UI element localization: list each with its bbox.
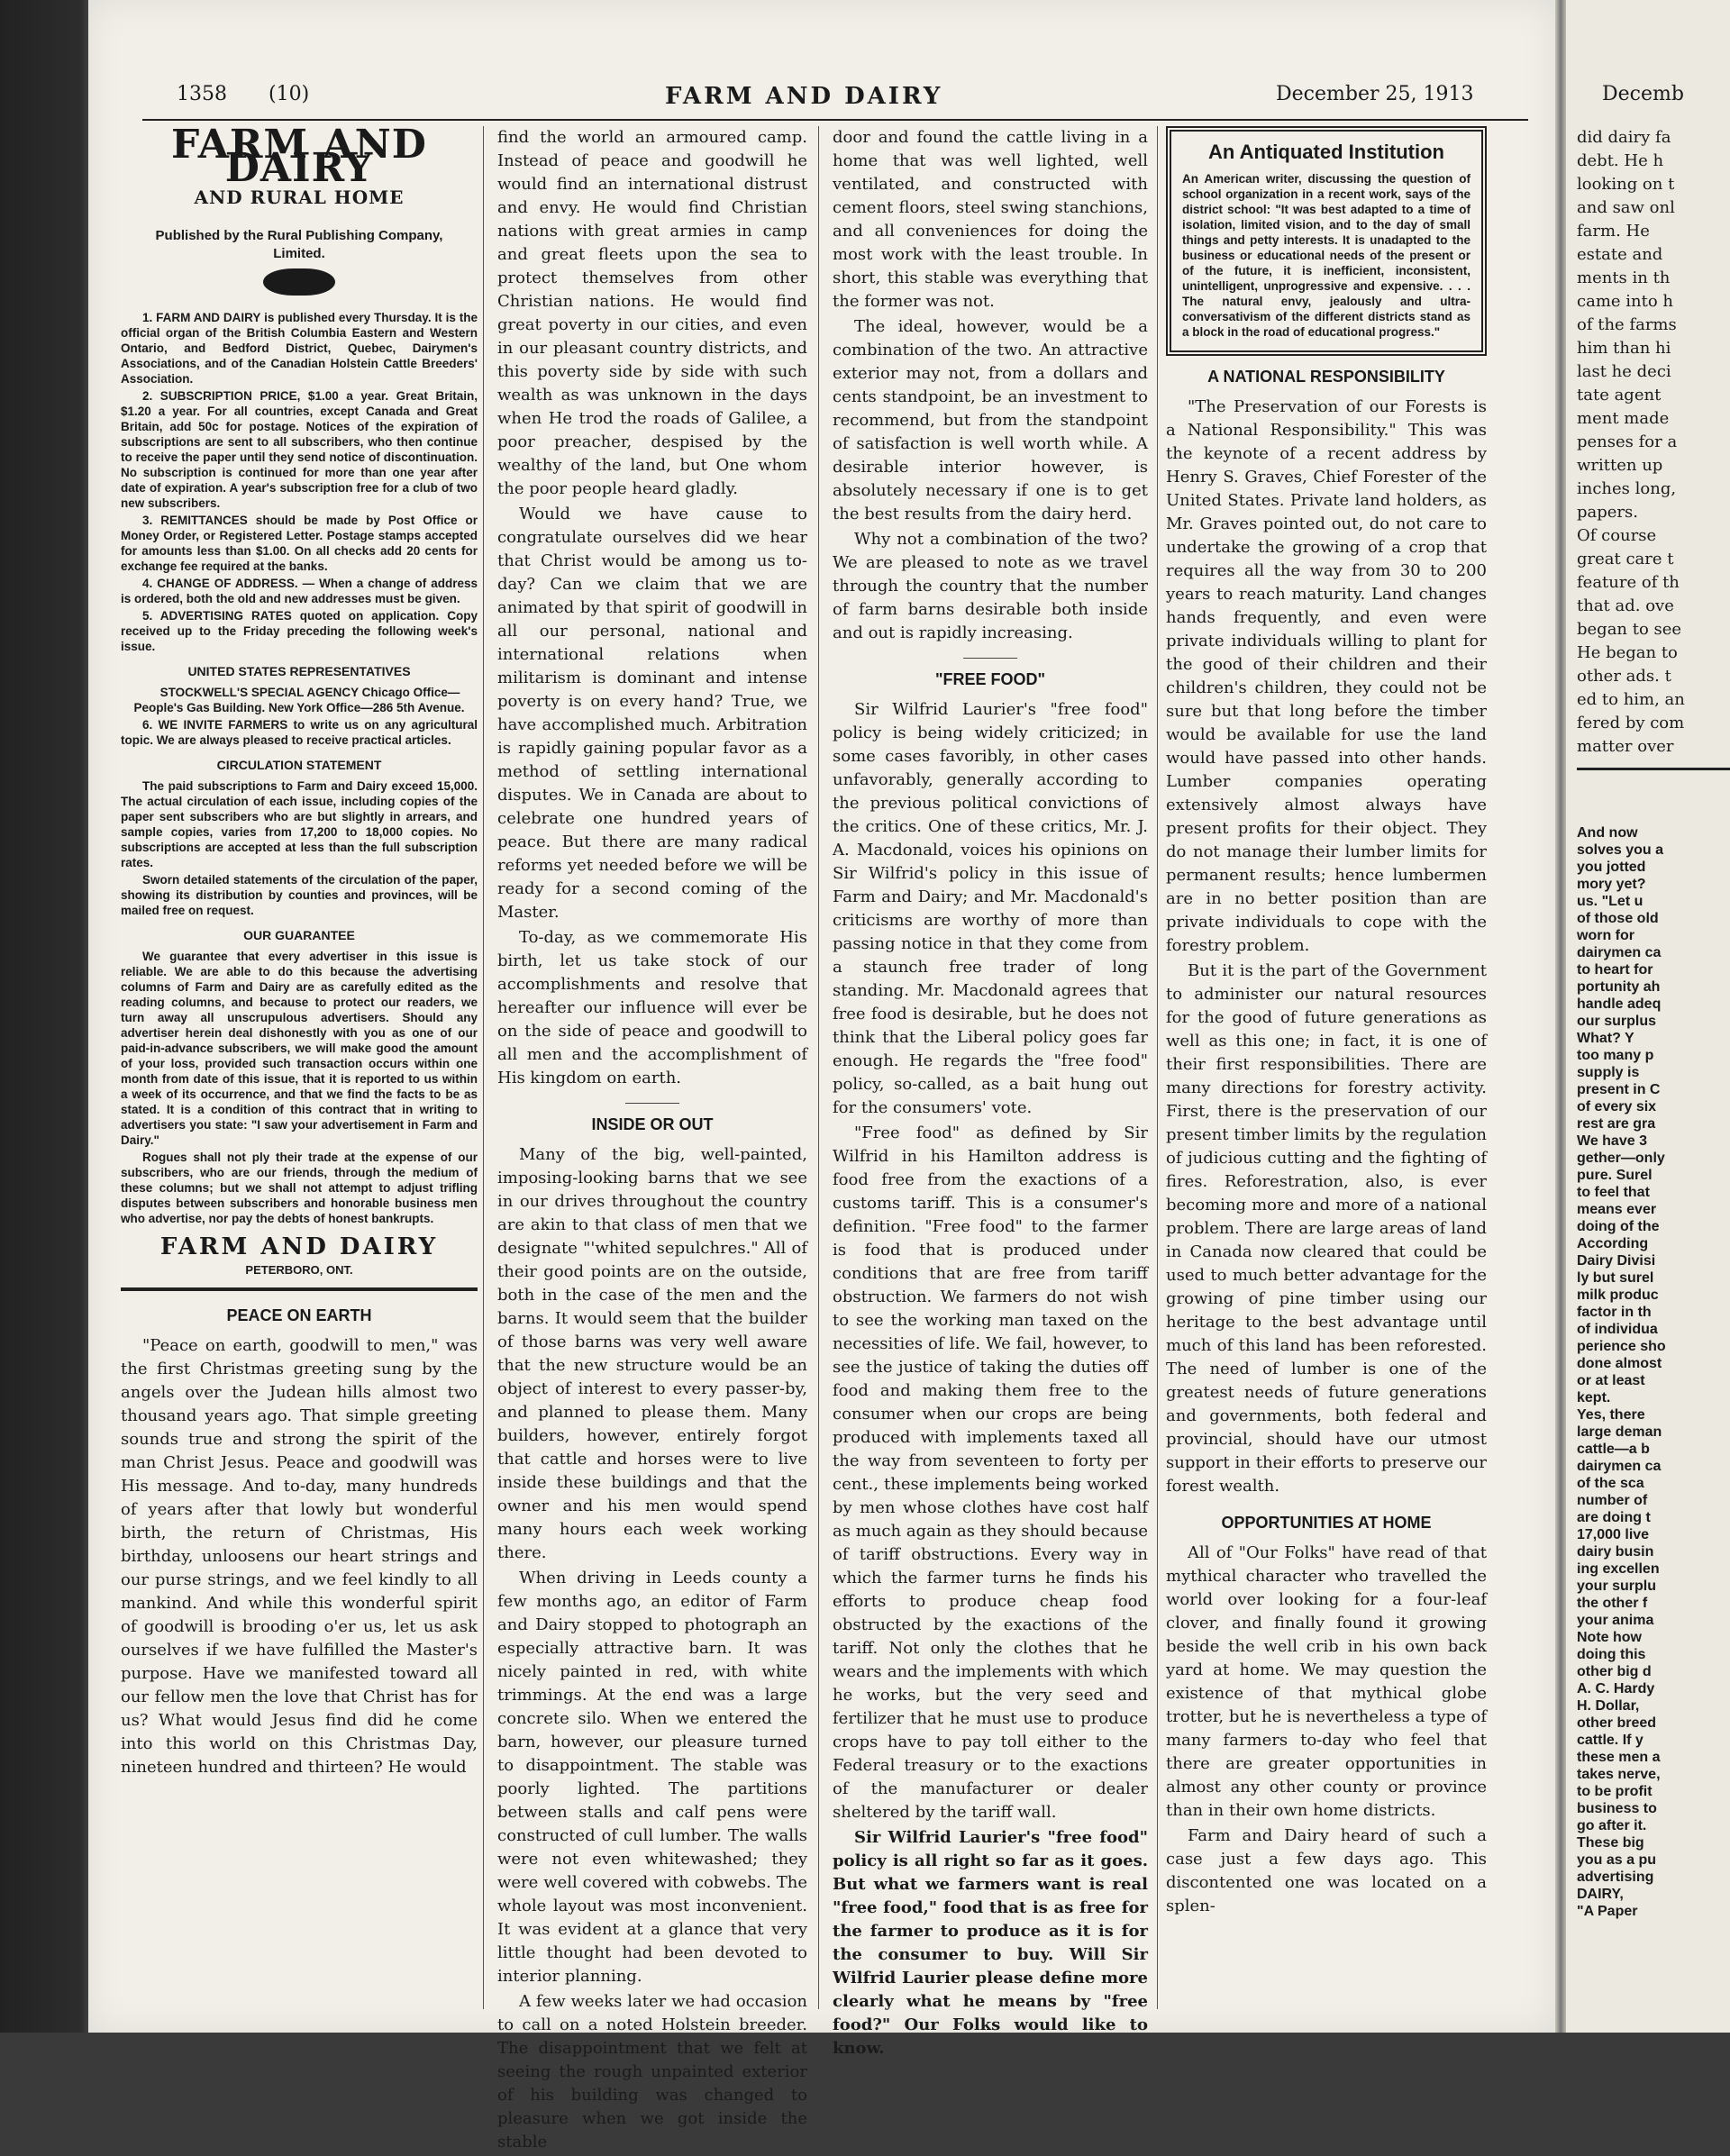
next-page-fragment (1566, 0, 1730, 2033)
column-rule (818, 126, 819, 2009)
next-page-ad-line: or at least (1577, 1373, 1645, 1388)
next-page-text (1577, 126, 1730, 1920)
next-page-ad-line: your anima (1577, 1613, 1654, 1628)
paragraph: "Peace on earth, goodwill to men," was the first Christmas greeting sung by the angels over the Judean hills almost two thousand years ago. That simple greeting sounds true and strong the spirit of the man Christ Jesus. Peace and goodwill was His message. And to-day, many hundreds of years after that lowly but wonderful birth, the return of Christmas, His birthday, unloosens our heart strings and our purse strings, and we feel kindly to all mankind. And while this wonderful spirit of goodwill is brooding o'er us, let us ask ourselves if we have fulfilled the Master's purpose. Have we manifested toward all our fellow men the love that Christ has for us? What would Jesus find did he come into this world on this Christmas Day, nineteen hundred and thirteen? He would (121, 1336, 478, 1777)
publisher-line: Published by the Rural Publishing Company, Limited. (155, 228, 443, 261)
next-page-ad-line: of the sca (1577, 1476, 1644, 1491)
antiquated-box (1166, 126, 1487, 356)
next-page-ad-line: H. Dollar, (1577, 1698, 1640, 1714)
section-rule (121, 1287, 478, 1291)
next-page-line: and saw onl (1577, 198, 1675, 217)
next-page-line: He began to (1577, 643, 1678, 662)
column-2 (497, 126, 807, 2156)
next-page-ad-line: us. "Let u (1577, 894, 1644, 909)
next-page-ad-line: go after it. (1577, 1818, 1647, 1833)
next-page-ad-line: worn for (1577, 928, 1634, 943)
paragraph: But it is the part of the Government to administer our natural resources for the good of future generations as well as this one; in fact, it is one of their first responsibilities. There are many directions for forestry activity. First, there is the preservation of our present timber limits by the regulation of judicious cutting and the fighting of fires. Reforestration, also, is ever becoming more and more of a national problem. There are large areas of land in Canada now cleared that could be used to much better advantage for the growing of pine timber using our heritage to the best advantage until much of this land has been reforested. The need of lumber is one of the greatest needs of future generations and governments, both federal and provincial, should have our utmost support in their efforts to preserve our forest wealth. (1166, 961, 1487, 1496)
guarantee-text: Rogues shall not ply their trade at the expense of our subscribers, who are our friends, through the medium of these columns; but we shall not attempt to adjust trifling disputes between subscribers and honorable business men who advertise, nor pay the debts of honest bankrupts. (121, 1151, 478, 1225)
next-page-ad-line: done almost (1577, 1356, 1662, 1371)
column-3 (833, 126, 1148, 2062)
divider (963, 658, 1017, 659)
masthead-subtitle: AND RURAL HOME (194, 186, 405, 208)
next-page-line: debt. He h (1577, 151, 1664, 170)
next-page-line: farm. He (1577, 222, 1650, 241)
heading-opportunities: OPPORTUNITIES AT HOME (1221, 1514, 1432, 1532)
next-page-ad-line: business to (1577, 1801, 1657, 1816)
next-page-ad-line: doing this (1577, 1647, 1646, 1662)
masthead-footer-place: PETERBORO, ONT. (245, 1263, 353, 1277)
next-page-ad-line: to be profit (1577, 1784, 1653, 1799)
next-page-ad-line: of individua (1577, 1322, 1658, 1337)
next-page-ad-line: our surplus (1577, 1014, 1657, 1029)
us-reps-text: STOCKWELL'S SPECIAL AGENCY Chicago Office—People's Gas Building. New York Office—286 5th Avenue. (133, 686, 465, 714)
running-title: FARM AND DAIRY (665, 83, 943, 110)
notice-item: 1. FARM AND DAIRY is published every Thursday. It is the official organ of the British Columbia Eastern and Western Ontario, and Bedford District, Quebec, Dairymen's Associations, and of the Canadian Holstein Cattle Breeders' Association. (121, 311, 478, 386)
header-rule (142, 119, 1528, 121)
next-page-ad-line: of every six (1577, 1099, 1657, 1114)
next-page-ad-line: solves you a (1577, 842, 1664, 858)
next-page-line: last he deci (1577, 362, 1671, 381)
next-page-ad-line: pure. Surel (1577, 1168, 1653, 1183)
next-page-ad-line: Dairy Divisi (1577, 1253, 1656, 1269)
paragraph: Many of the big, well-painted, imposing-looking barns that we see in our drives throughout the country are akin to that class of men that we designate "'whited sepulchres." All of their good points are on the outside, both in the case of the men and the barns. It would seem that the builder of those barns was very well aware that the new structure would be an object of interest to every passer-by, and planned to please them. Many builders, however, entirely forgot that cattle and horses were to live inside these buildings and that the owner and his men would spend many hours each week working there. (497, 1145, 807, 1562)
next-page-ad-line: dairymen ca (1577, 945, 1662, 960)
circulation-text: Sworn detailed statements of the circulation of the paper, showing its distribution by counties and provinces, will be mailed free on request. (121, 873, 478, 917)
next-page-ad-text (1577, 824, 1730, 1920)
paragraph: The ideal, however, would be a combination of the two. An attractive exterior may not, from a dollars and cents standpoint, be an investment to recommend, but from the standpoint of satisfaction is well worth while. A desirable interior however, is absolutely necessary if one is to get the best results from the dairy herd. (833, 317, 1148, 523)
next-page-line: fered by com (1577, 714, 1685, 732)
masthead-footer-title: FARM AND DAIRY (159, 1233, 439, 1260)
paragraph: "Free food" as defined by Sir Wilfrid in his Hamilton address is food free from the exactions of a customs tariff. This is a consumer's definition. "Free food" to the farmer is food that is produced under conditions that are free from tariff obstruction. We farmers do not wish to see the working man taxed on the necessities of life. We fail, however, to see the justice of taking the duties off food and making them free to the consumer when our crops are being produced with implements taxed all the way from seventeen to forty per cent., these implements being worked by men whose clothes have cost half as much again as they should because of tariff obstructions. Every way in which the farmer turns he finds his efforts to produce cheap food obstructed by the exactions of the tariff. Not only the clothes that he wears and the implements with which he works, but the very seed and fertilizer that he must use to produce crops have to pay toll either to the Federal treasury or to the exactions of the manufacturer or dealer sheltered by the tariff wall. (833, 1123, 1148, 1822)
paragraph: When driving in Leeds county a few months ago, an editor of Farm and Dairy stopped to photograph an especially attractive barn. It was nicely painted in red, with white trimmings. At the end was a large concrete silo. When we entered the barn, however, our pleasure turned to disappointment. The stable was poorly lighted. The partitions between stalls and calf pens were constructed of cull lumber. The walls were not even whitewashed; they were well covered with cobwebs. The whole layout was most inconvenient. It was evident at a glance that very little thought had been devoted to interior planning. (497, 1569, 807, 1986)
next-page-header: Decemb (1602, 83, 1684, 105)
next-page-line: came into h (1577, 292, 1673, 311)
next-page-ad-line: ly but surel (1577, 1270, 1654, 1286)
circulation-text: The paid subscriptions to Farm and Dairy exceed 15,000. The actual circulation of each issue, including copies of the paper sent subscribers who are but slightly in arrears, and sample copies, varies from 17,200 to 18,000 copies. No subscriptions are accepted at less than the full subscription rates. (121, 779, 478, 869)
next-page-ad-line: these men a (1577, 1750, 1661, 1765)
next-page-ad-line: milk produc (1577, 1287, 1659, 1303)
paragraph: Would we have cause to congratulate ourselves did we hear that Christ would be among us to-day? Can we claim that we are animated by that spirit of goodwill in all our personal, national and international relations when militarism is dominant and intense poverty is on every hand? True, we have accomplished much. Arbitration is rapidly gaining popular favor as a method of settling international disputes. We in Canada are about to celebrate one hundred years of peace. But there are many radical reforms yet needed before we will be ready for a second coming of the Master. (497, 505, 807, 922)
newspaper-page (88, 0, 1555, 2151)
next-page-ad-line: cattle. If y (1577, 1733, 1644, 1748)
next-page-line: ed to him, an (1577, 690, 1685, 709)
next-page-ad-line: takes nerve, (1577, 1767, 1661, 1782)
heading-national-responsibility: A NATIONAL RESPONSIBILITY (1207, 368, 1445, 386)
paragraph: All of "Our Folks" have read of that mythical character who travelled the world over looking for a four-leaf clover, and finally found it growing beside the well crib in his own back yard at home. We may question the existence of that mythical globe trotter, but he is nevertheless a type of many farmers to-day who feel that there are greater opportunities in almost any other county or province than in their own home districts. (1166, 1543, 1487, 1820)
notice-item: 3. REMITTANCES should be made by Post Office or Money Order, or Registered Letter. Postage stamps accepted for amounts less than $1.00. On all checks add 20 cents for exchange fee required at the banks. (121, 514, 478, 573)
next-page-line: ments in th (1577, 268, 1671, 287)
next-page-line: estate and (1577, 245, 1663, 264)
next-page-ad-line: to heart for (1577, 962, 1653, 978)
next-page-ad-line: your surplu (1577, 1578, 1657, 1594)
book-gutter (1555, 0, 1566, 2033)
next-page-ad-line: We have 3 (1577, 1133, 1647, 1149)
next-page-ad-line: rest are gra (1577, 1116, 1656, 1132)
next-page-rule (1577, 768, 1730, 770)
box-body: An American writer, discussing the question of school organization in a recent work, says of the district school: "It was best adapted to a time of isolation, limited vision, and to the day of small things and petty interests. It is unadapted to the business or educational needs of the present or of the future, it is inefficient, inconsistent, unintelligent, unprogressive and expensive. . . . The natural envy, jealously and ultra-conversativism of the different districts stand as a block in the road of educational progress." (1182, 172, 1470, 339)
next-page-ad-line: large deman (1577, 1424, 1662, 1440)
next-page-ad-line: Note how (1577, 1630, 1642, 1645)
heading-free-food: "FREE FOOD" (934, 670, 1046, 688)
next-page-ad-line: perience sho (1577, 1339, 1666, 1354)
next-page-ad-line: gether—only (1577, 1151, 1665, 1166)
next-page-ad-line: And now (1577, 825, 1638, 841)
next-page-ad-line: of those old (1577, 911, 1659, 926)
next-page-ad-line: advertising (1577, 1869, 1654, 1885)
next-page-line: began to see (1577, 620, 1682, 639)
next-page-ad-line: too many p (1577, 1048, 1654, 1063)
column-rule (483, 126, 484, 2009)
next-page-ad-line: mory yet? (1577, 877, 1646, 892)
heading-inside-or-out: INSIDE OR OUT (591, 1115, 714, 1133)
next-page-line: of the farms (1577, 315, 1677, 334)
page-subnumber: (10) (269, 83, 310, 105)
paragraph: door and found the cattle living in a home that was well lighted, well ventilated, and constructed with cement floors, steel swing stanchions, and all conveniences for doing the most work with the least trouble. In short, this stable was everything that the former was not. (833, 128, 1148, 311)
next-page-ad-line: dairy busin (1577, 1544, 1654, 1560)
next-page-line: looking on t (1577, 175, 1675, 194)
issue-date: December 25, 1913 (1276, 83, 1474, 105)
paragraph: Sir Wilfrid Laurier's "free food" policy is all right so far as it goes. But what we farmers want is real "free food," food that is as free for the farmer to produce as it is for the consumer to buy. Will Sir Wilfrid Laurier please define more clearly what he means by "free food?" Our Folks would like to know. (833, 1828, 1148, 2058)
notice-item: 5. ADVERTISING RATES quoted on application. Copy received up to the Friday preceding the following week's issue. (121, 609, 478, 653)
next-page-line: great care t (1577, 550, 1674, 569)
notice-item: 6. WE INVITE FARMERS to write us on any agricultural topic. We are always pleased to receive practical articles. (121, 718, 478, 747)
next-page-line: matter over (1577, 737, 1674, 756)
next-page-ad-line: A. C. Hardy (1577, 1681, 1655, 1697)
next-page-ad-line: These big (1577, 1835, 1644, 1851)
notice-item: 4. CHANGE OF ADDRESS. — When a change of address is ordered, both the old and new addresses must be given. (121, 577, 478, 605)
next-page-ad-line: you jotted (1577, 860, 1646, 875)
next-page-line: tate agent (1577, 386, 1662, 405)
next-page-ad-line: DAIRY, (1577, 1887, 1624, 1902)
next-page-line: other ads. t (1577, 667, 1671, 686)
next-page-ad-line: kept. (1577, 1390, 1611, 1405)
next-page-ad-line: other breed (1577, 1715, 1657, 1731)
paragraph: Farm and Dairy heard of such a case just a few days ago. This discontented one was located on a splen- (1166, 1826, 1487, 1915)
next-page-ad-line: doing of the (1577, 1219, 1660, 1234)
next-page-line: inches long, (1577, 479, 1677, 498)
next-page-line: that ad. ove (1577, 596, 1674, 615)
paragraph: find the world an armoured camp. Instead of peace and goodwill he would find an international distrust and envy. He would find Christian nations with great armies in camp and great fleets upon the sea to protect themselves from other Christian nations. He would find great poverty in our cities, and even in our pleasant country districts, and this poverty side by side with such wealth as was unknown in the days when He trod the roads of Galilee, a poor preacher, despised by the wealthy of the land, but One whom the poor people heard gladly. (497, 128, 807, 498)
next-page-ad-line: What? Y (1577, 1031, 1634, 1046)
next-page-line: feature of th (1577, 573, 1680, 592)
next-page-line: him than hi (1577, 339, 1671, 358)
box-heading: An Antiquated Institution (1208, 141, 1444, 163)
next-page-line: did dairy fa (1577, 128, 1671, 147)
next-page-ad-line: 17,000 live (1577, 1527, 1650, 1542)
paragraph: A few weeks later we had occasion to call on a noted Holstein breeder. The disappointment that we felt at seeing the rough unpainted exterior of his building was changed to pleasure when we got inside the stable (497, 1992, 807, 2151)
next-page-ad-line: number of (1577, 1493, 1648, 1508)
next-page-ad-line: cattle—a b (1577, 1442, 1650, 1457)
next-page-line: papers. (1577, 503, 1638, 522)
next-page-ad-line: the other f (1577, 1596, 1648, 1611)
next-page-ad-line: are doing t (1577, 1510, 1651, 1525)
column-4 (1166, 126, 1487, 1920)
guarantee-text: We guarantee that every advertiser in this issue is reliable. We are able to do this because the advertising columns of Farm and Dairy are as carefully edited as the reading columns, and because to protect our readers, we turn away all unscrupulous advertisers. Should any advertiser herein deal dishonestly with you as one of our paid-in-advance subscribers, we will make good the amount of your loss, provided such transaction occurs within one month from date of this issue, that it is reported to us within a week of its occurrence, and that we find the facts to be as stated. It is a condition of this contract that in writing to advertisers you state: "I saw your advertisement in Farm and Dairy." (121, 950, 478, 1147)
notice-item: 2. SUBSCRIPTION PRICE, $1.00 a year. Great Britain, $1.20 a year. For all countries, except Canada and Great Britain, add 50c for postage. Notices of the expiration of subscriptions are sent to all subscribers, who then continue to receive the paper until they send notice of discontinuation. No subscription is continued for more than one year after date of expiration. A year's subscription free for a club of two new subscribers. (121, 389, 478, 510)
next-page-ad-line: to feel that (1577, 1185, 1650, 1200)
page-header (88, 83, 1555, 110)
us-reps-heading: UNITED STATES REPRESENTATIVES (187, 664, 411, 678)
next-page-ad-line: ing excellen (1577, 1561, 1660, 1577)
next-page-line: penses for a (1577, 432, 1678, 451)
next-page-ad-line: According (1577, 1236, 1649, 1251)
column-1 (121, 122, 478, 1781)
paragraph: "The Preservation of our Forests is a National Responsibility." This was the keynote of a recent address by Henry S. Graves, Chief Forester of the United States. Private land holders, as Mr. Graves pointed out, do not care to undertake the growing of a crop that requires all the way from 30 to 200 years to reach maturity. Land changes hands frequently, and even were private individuals willing to plant for the good of their children and their children's children, they could not be sure but that long before the timber would be available for use the land would have passed into other hands. Lumber companies operating extensively almost always have present profits for their object. They do not manage their lumber limits for permanent results; hence lumbermen are in no better position than are private individuals to cope with the forestry problem. (1166, 397, 1487, 955)
next-page-ad-line: means ever (1577, 1202, 1657, 1217)
next-page-ad-line: factor in th (1577, 1305, 1652, 1320)
paragraph: To-day, as we commemorate His birth, let us take stock of our accomplishments and resolve that hereafter our influence will ever be on the side of peace and goodwill to all men and the accomplishment of His kingdom on earth. (497, 928, 807, 1087)
heading-peace-on-earth: PEACE ON EARTH (226, 1306, 372, 1324)
next-page-ad-line: portunity ah (1577, 979, 1661, 995)
paragraph: Why not a combination of the two? We are pleased to note as we travel through the country that the number of farm barns desirable both inside and out is rapidly increasing. (833, 530, 1148, 642)
circulation-heading: CIRCULATION STATEMENT (216, 758, 382, 772)
guarantee-heading: OUR GUARANTEE (243, 928, 355, 942)
page-number: 1358 (177, 83, 227, 105)
next-page-ad-line: dairymen ca (1577, 1459, 1662, 1474)
next-page-ad-line: Yes, there (1577, 1407, 1645, 1423)
next-page-ad-line: "A Paper (1577, 1904, 1638, 1919)
next-page-ad-line: handle adeq (1577, 996, 1662, 1012)
next-page-ad-line: present in C (1577, 1082, 1661, 1097)
divider (625, 1103, 679, 1104)
ornament-icon (263, 268, 335, 296)
next-page-line: Of course (1577, 526, 1657, 545)
column-rule (1157, 126, 1158, 2009)
next-page-line: written up (1577, 456, 1663, 475)
next-page-line: ment made (1577, 409, 1670, 428)
next-page-ad-line: you as a pu (1577, 1852, 1657, 1868)
next-page-ad-line: other big d (1577, 1664, 1652, 1679)
masthead-title: FARM AND DAIRY (171, 122, 427, 191)
next-page-ad-line: supply is (1577, 1065, 1640, 1080)
paragraph: Sir Wilfrid Laurier's "free food" policy is being widely criticized; in some cases favoribly, in other cases unfavorably, generally according to the previous political convictions of the critics. One of these critics, Mr. J. A. Macdonald, voices his opinions on Sir Wilfrid's policy in this issue of Farm and Dairy; and Mr. Macdonald's criticisms are worthy of more than passing notice in that they come from a staunch free trader of long standing. Mr. Macdonald agrees that free food is desirable, but he does not think that the Liberal policy goes far enough. He regards the "free food" policy, so-called, as a bait hung out for the consumers' vote. (833, 700, 1148, 1117)
